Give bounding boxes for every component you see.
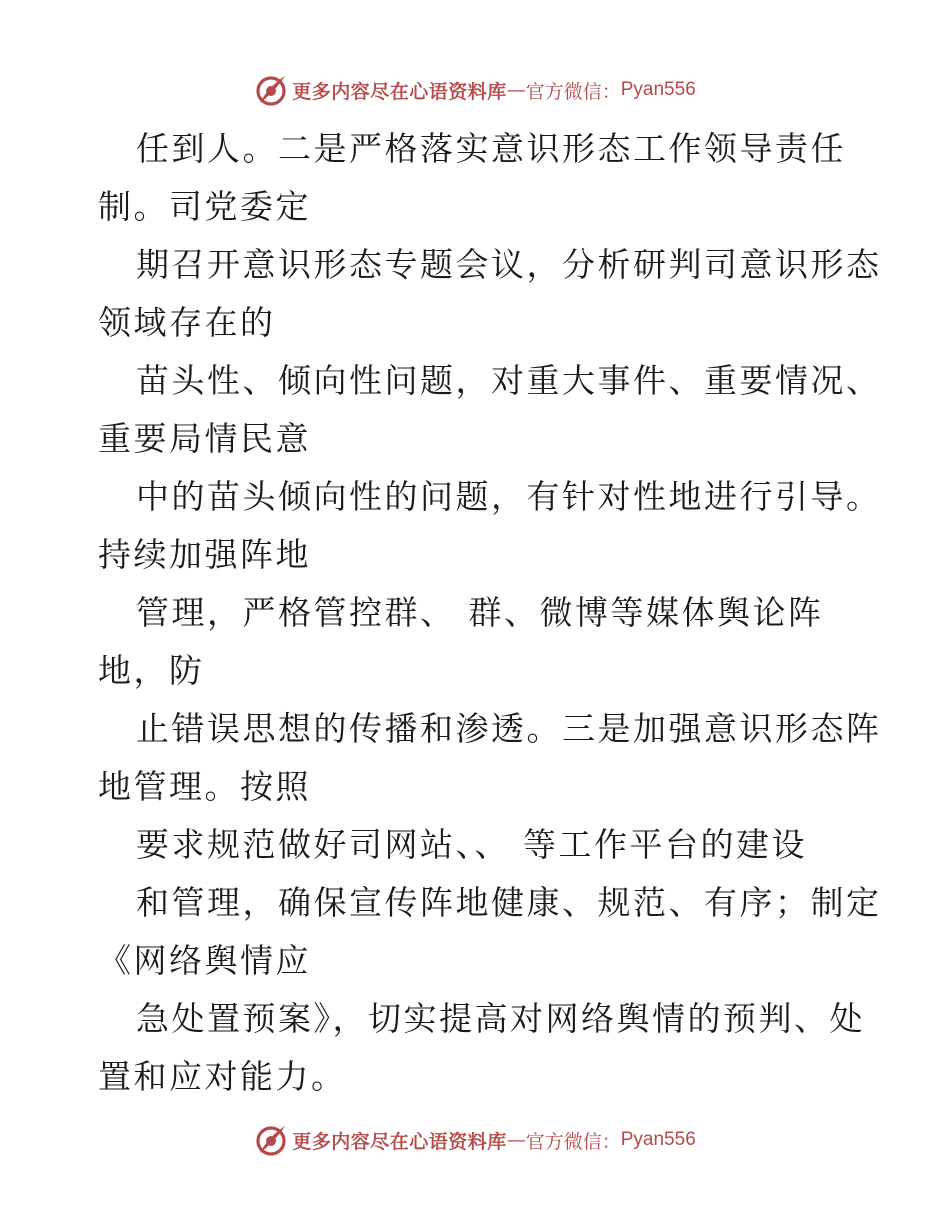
- banner-title: 更多内容尽在心语资料库: [292, 1130, 507, 1153]
- text-line: 地管理。按照: [98, 767, 311, 806]
- banner-wechat-label: 官方微信：: [525, 80, 621, 103]
- text-line: 中的苗头倾向性的问题，有针对性地进行引导。: [136, 477, 882, 516]
- banner-separator: —: [506, 1129, 526, 1151]
- banner-wechat-label: 官方微信：: [525, 1130, 621, 1153]
- text-line: 重要局情民意: [98, 419, 311, 458]
- quill-logo-icon: [254, 1123, 288, 1157]
- text-line: 要求规范做好司网站、、 等工作平台的建设: [136, 825, 807, 864]
- text-line: 《网络舆情应: [98, 941, 311, 980]
- text-line: 止错误思想的传播和渗透。三是加强意识形态阵: [136, 709, 882, 748]
- text-line: 和管理，确保宣传阵地健康、规范、有序；制定: [136, 883, 882, 922]
- banner-separator: —: [506, 79, 526, 101]
- text-line: 置和应对能力。: [98, 1057, 347, 1096]
- banner-wechat-id: Pyan556: [620, 1129, 696, 1150]
- text-line: 期召开意识形态专题会议，分析研判司意识形态: [136, 245, 882, 284]
- text-line: 领域存在的: [98, 303, 276, 342]
- banner-title: 更多内容尽在心语资料库: [292, 80, 507, 103]
- text-line: 制。司党委定: [98, 187, 311, 226]
- footer-banner: [0, 1120, 950, 1160]
- banner-wechat-id: Pyan556: [620, 79, 696, 100]
- text-line: 急处置预案》，切实提高对网络舆情的预判、处: [136, 999, 865, 1038]
- text-line: 任到人。二是严格落实意识形态工作领导责任: [136, 129, 846, 168]
- text-line: 地，防: [98, 651, 205, 690]
- header-banner: [0, 70, 950, 110]
- document-body: [98, 120, 888, 1106]
- text-line: 苗头性、倾向性问题，对重大事件、重要情况、: [136, 361, 882, 400]
- quill-logo-icon: [254, 73, 288, 107]
- text-line: 管理，严格管控群、 群、微博等媒体舆论阵: [136, 593, 824, 632]
- text-line: 持续加强阵地: [98, 535, 311, 574]
